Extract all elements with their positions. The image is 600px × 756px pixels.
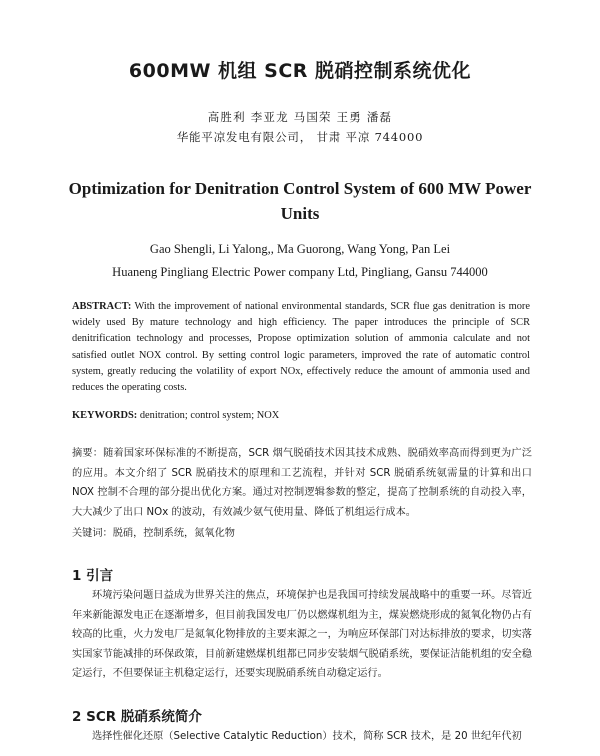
section-1-heading: 1 引言 xyxy=(72,568,114,584)
english-authors: Gao Shengli, Li Yalong,, Ma Guorong, Wang Yong, Pan Lei xyxy=(149,242,451,256)
chinese-authors: 高胜利 李亚龙 马国荣 王勇 潘磊 xyxy=(207,110,393,124)
chinese-affiliation: 华能平凉发电有限公司， 甘肃 平凉 744000 xyxy=(176,130,424,144)
chinese-keywords: 关键词：脱硝，控制系统，氮氧化物 xyxy=(72,528,235,539)
english-keywords xyxy=(72,410,530,421)
english-abstract xyxy=(72,299,530,396)
section-1-text: 环境污染问题日益成为世界关注的焦点，环境保护也是我国可持续发展战略中的重要一环。尽管近年来新能源发电正在逐渐增多，但目前我国发电厂仍以燃煤机组为主，煤炭燃烧形成的氮氧化物仍占有较高的比重，火力发电厂是氮氧化物排放的主要来源之一，为响应环保部门对达标排放的要求，切实落实国家节能减排的环保政策，目前新建燃煤机组都已同步安装烟气脱硝系统，要保证洁能机组的安全稳定运行，不但要保证主机稳定运行，还要实现脱硝系统自动稳定运行。 xyxy=(72,590,532,679)
section-2-heading: 2 SCR 脱硝系统简介 xyxy=(72,709,202,725)
chinese-title: 600MW 机组 SCR 脱硝控制系统优化 xyxy=(128,60,472,82)
keywords-text: denitration; control system; NOX xyxy=(139,410,280,421)
english-title: Optimization for Denitration Control System of 600 MW Power Units xyxy=(68,179,532,223)
section-2-text: 选择性催化还原（Selective Catalytic Reduction）技术，简称 SCR 技术，是 20 世纪年代初 xyxy=(92,731,522,742)
abstract-text: With the improvement of national environmental standards, SCR flue gas denitration is more widely used By mature technology and high efficiency. The paper introduces the principle of SCR denitrification technology and processes, Propose optimization solution of ammonia calculate and not satisfied outlet NOX control. By setting control logic parameters, improved the rate of automatic control system, greatly reducing the volatility of export NOx, effectively reduce the amount of ammonia used and reduces the operating costs. xyxy=(72,301,530,394)
english-affiliation: Huaneng Pingliang Electric Power company Ltd, Pingliang, Gansu 744000 xyxy=(112,265,488,279)
chinese-abstract: 摘要：随着国家环保标准的不断提高，SCR 烟气脱硝技术因其技术成熟、脱硝效率高而得到更为广泛的应用。本文介绍了 SCR 脱硝技术的原理和工艺流程，并针对 SCR 脱硝系统氨需量的计算和出口 NOX 控制不合理的部分提出优化方案。通过对控制逻辑参数的整定，提高了控制系统的自动投入率，大大减少了出口 NOx 的波动，有效减少氨气使用量、降低了机组运行成本。 xyxy=(72,448,532,518)
keywords-label: KEYWORDS: xyxy=(72,410,138,421)
abstract-label: ABSTRACT: xyxy=(72,301,132,312)
